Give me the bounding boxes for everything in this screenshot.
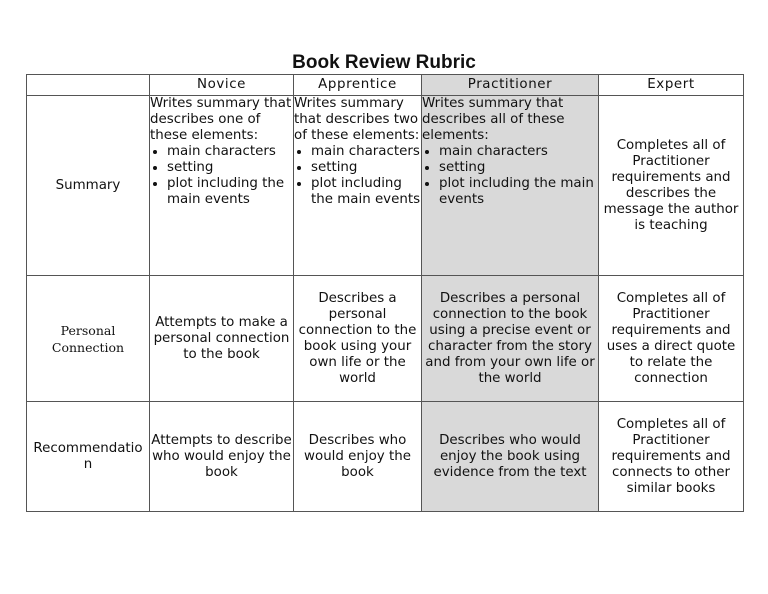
- header-practitioner: Practitioner: [422, 75, 599, 96]
- row-label-summary: Summary: [27, 96, 150, 276]
- cell-intro: Writes summary that describes one of these elements:: [150, 96, 292, 143]
- list-item: • plot including the main events: [167, 176, 293, 208]
- cell-recommendation-novice: Attempts to describe who would enjoy the book: [150, 402, 294, 512]
- cell-connection-apprentice: Describes a personal connection to the book using your own life or the world: [294, 276, 422, 402]
- cell-connection-expert: Completes all of Practitioner requirements and uses a direct quote to relate the connection: [599, 276, 744, 402]
- header-apprentice: Apprentice: [294, 75, 422, 96]
- cell-recommendation-apprentice: Describes who would enjoy the book: [294, 402, 422, 512]
- cell-recommendation-expert: Completes all of Practitioner requirements and connects to other similar books: [599, 402, 744, 512]
- bullet-list: [150, 144, 293, 208]
- cell-intro: Writes summary that describes two of these elements:: [294, 96, 420, 143]
- table-row-summary: [27, 96, 744, 276]
- list-item: • setting: [439, 160, 598, 176]
- header-expert: Expert: [599, 75, 744, 96]
- list-item: • plot including the main events: [439, 176, 598, 208]
- list-item: • main characters: [311, 144, 421, 160]
- list-item: • main characters: [167, 144, 293, 160]
- cell-intro: Writes summary that describes all of these elements:: [422, 96, 565, 143]
- cell-summary-practitioner: [422, 96, 599, 276]
- cell-recommendation-practitioner: Describes who would enjoy the book using evidence from the text: [422, 402, 599, 512]
- list-item: • plot including the main events: [311, 176, 421, 208]
- list-item: • setting: [167, 160, 293, 176]
- cell-summary-expert: Completes all of Practitioner requirements and describes the message the author is teaching: [599, 96, 744, 276]
- list-item: • setting: [311, 160, 421, 176]
- rubric-table: [26, 74, 744, 512]
- header-corner: [27, 75, 150, 96]
- cell-connection-novice: Attempts to make a personal connection to the book: [150, 276, 294, 402]
- bullet-list: [422, 144, 598, 208]
- cell-connection-practitioner: Describes a personal connection to the book using a precise event or character from the story and from your own life or the world: [422, 276, 599, 402]
- cell-summary-novice: [150, 96, 294, 276]
- bullet-list: [294, 144, 421, 208]
- row-label-personal-connection: Personal Connection: [27, 276, 150, 402]
- cell-summary-apprentice: [294, 96, 422, 276]
- table-row-recommendation: [27, 402, 744, 512]
- row-label-recommendation: Recommendation: [27, 402, 150, 512]
- list-item: • main characters: [439, 144, 598, 160]
- table-row-personal-connection: [27, 276, 744, 402]
- page-title: Book Review Rubric: [292, 52, 476, 73]
- header-row: [27, 75, 744, 96]
- header-novice: Novice: [150, 75, 294, 96]
